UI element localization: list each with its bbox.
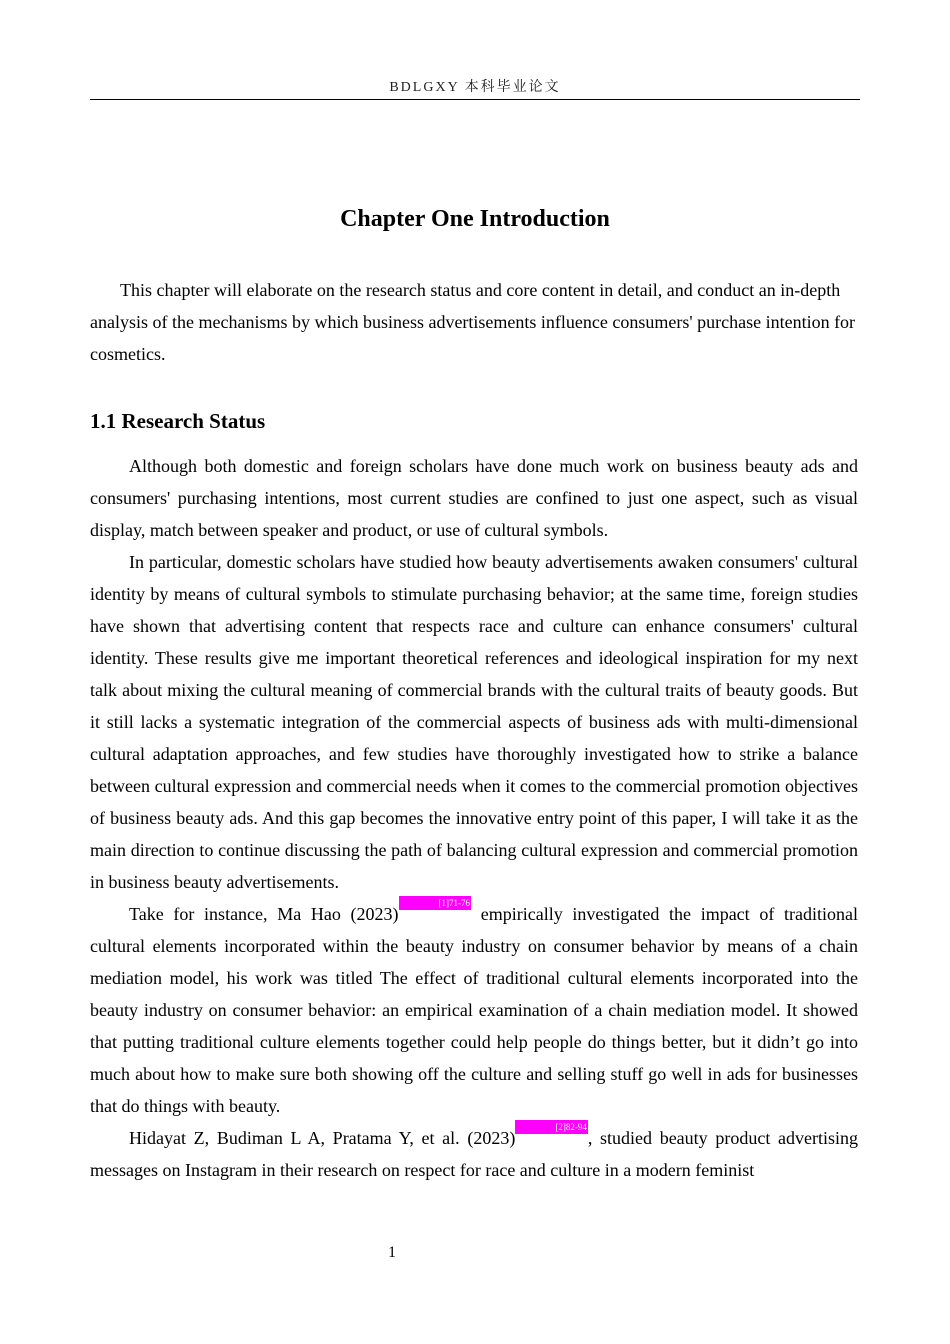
paragraph-4-text-end: , studied beauty product advertising messages on Instagram in their research on respect for race and culture in a modern feminist	[90, 1128, 858, 1180]
paragraph-3-text-start: Take for instance, Ma Hao (2023)	[129, 904, 399, 924]
chapter-title: Chapter One Introduction	[340, 206, 610, 232]
header-rule	[90, 99, 860, 100]
citation-marker-1: [1]71-76	[399, 896, 472, 910]
page-header: BDLGXY 本科毕业论文	[389, 80, 561, 95]
paragraph-3	[90, 898, 858, 1122]
section-body	[90, 450, 858, 1186]
chapter-intro-paragraph: This chapter will elaborate on the research status and core content in detail, and conduct an in-depth analysis of the mechanisms by which business advertisements influence consumers' purchase intention for cosmetics.	[90, 280, 856, 364]
paragraph-4-text-start: Hidayat Z, Budiman L A, Pratama Y, et al. (2023)	[129, 1128, 516, 1148]
paragraph-4	[90, 1122, 858, 1186]
paragraph-3-text-end: empirically investigated the impact of traditional cultural elements incorporated within the beauty industry on consumer behavior by means of a chain mediation model, his work was titled The effect of traditional cultural elements incorporated into the beauty industry on consumer behavior: an empirical examination of a chain mediation model. It showed that putting traditional culture elements together could help people do things better, but it didn’t go into much about how to make sure both showing off the culture and selling stuff go well in ads for businesses that do things with beauty.	[90, 904, 858, 1116]
citation-marker-2: [2]82-94	[515, 1120, 588, 1134]
page-number: 1	[388, 1244, 396, 1261]
paragraph-2: In particular, domestic scholars have studied how beauty advertisements awaken consumers' cultural identity by means of cultural symbols to stimulate purchasing behavior; at the same time, foreign studies have shown that advertising content that respects race and culture can enhance consumers' cultural identity. These results give me important theoretical references and ideological inspiration for my next talk about mixing the cultural meaning of commercial brands with the cultural traits of beauty goods. But it still lacks a systematic integration of the commercial aspects of business ads with multi-dimensional cultural adaptation approaches, and few studies have thoroughly investigated how to strike a balance between cultural expression and commercial needs when it comes to the commercial promotion objectives of business beauty ads. And this gap becomes the innovative entry point of this paper, I will take it as the main direction to continue discussing the path of balancing cultural expression and commercial promotion in business beauty advertisements.	[90, 552, 858, 892]
paragraph-1: Although both domestic and foreign scholars have done much work on business beauty ads and consumers' purchasing intentions, most current studies are confined to just one aspect, such as visual display, match between speaker and product, or use of cultural symbols.	[90, 456, 858, 540]
section-heading: 1.1 Research Status	[90, 409, 266, 433]
